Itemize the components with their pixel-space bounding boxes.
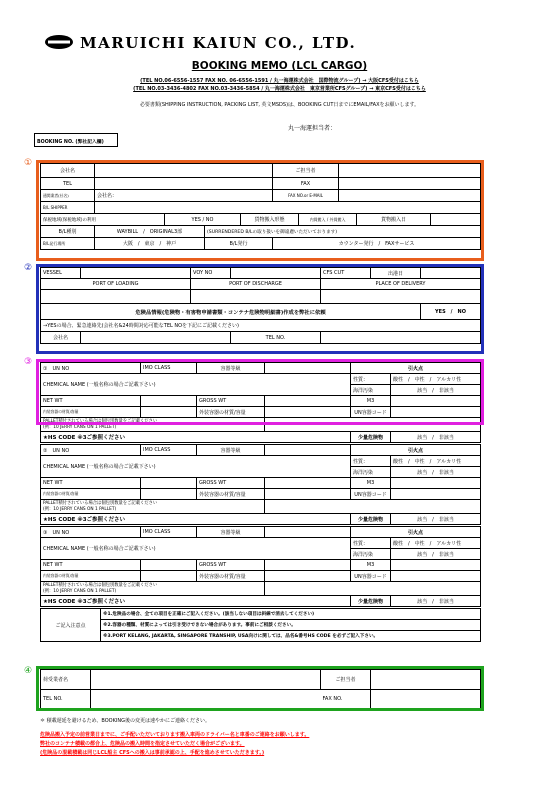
cargo-flash-label: 引火点 [351,445,481,456]
cargo-net-label: NET WT [41,478,141,489]
footer-red-2: 弊社のコンテナ積載の都合上、危険品の搬入時間を指定させていただく場合がございます。 [40,741,245,747]
section-number-3: ③ [24,357,33,367]
notes-label: ご記入注意点 [41,609,101,642]
cargo-marine-label: 海洋汚染 [351,467,391,478]
surrender-note: (SURRENDERED B/Lの取り扱いを御遠慮いただいております) [205,226,481,238]
cargo-packing-group-label: 容器等級 [197,527,265,538]
cargo-m3-label: M3 [351,478,391,489]
cargo-outer-input[interactable] [265,489,351,500]
bonded-label: 保税地域(保税地域)の利用 [41,214,165,226]
cargo-outer-label: 外装容器の材質/容量 [197,489,265,500]
cargo-inner-input[interactable] [141,489,197,500]
cargo-uncode-input[interactable] [391,489,481,500]
bl-shipper-label: B/L SHIPPER [41,202,95,214]
cargo-pallet-note: PALLET積付されている場合は個包別数量をご記載ください (例：10 JERRY CANS ON 1 PALLET) [41,500,265,514]
section-number-4: ④ [24,666,33,676]
cargo-packing-input[interactable] [265,445,351,456]
cargo-packing-input[interactable] [265,527,351,538]
cargo-packing-group-label: 容器等級 [197,363,265,374]
cargo-marine[interactable]: 該当 / 非該当 [391,549,481,560]
consignee-person-label: ご担当者 [321,670,371,690]
company-name: MARUICHI KAIUN CO., LTD. [80,34,357,52]
consignee-fax-label: FAX NO. [321,690,371,709]
cargo-prop-label: 性質： [351,374,391,385]
cargo-outer-label: 外装容器の材質/容量 [197,571,265,582]
cargo-small-value[interactable]: 該当 / 非該当 [391,514,481,525]
cargo-un-label: ② UN NO [41,445,141,456]
cargo-imo-label: IMO CLASS [141,445,197,456]
cargo-packing-group-label: 容器等級 [197,445,265,456]
footer-red-3: (危険品の混載積載は同じLCL船主 CFSへの搬入は事前承認の上、手配を進めさせていただきます。) [40,750,265,756]
section-number-1: ① [24,158,33,168]
cargo-small-value[interactable]: 該当 / 非該当 [391,596,481,607]
cargo-marine[interactable]: 該当 / 非該当 [391,467,481,478]
cargo-inner-label: 内装容器の材質/容量 [41,407,141,418]
cargo-gross-input[interactable] [265,478,351,489]
bonded-yes-no[interactable]: YES / NO [165,214,241,226]
pol-label: PORT OF LOADING [41,279,191,290]
section-number-2: ② [24,263,33,273]
contact-osaka: (TEL NO.06-6556-1557 FAX NO. 06-6556-1591 / 丸一海運株式会社 国際物流グループ) → 大阪CFS受付はこちら [140,78,419,84]
tel-label: TEL [41,178,95,190]
company-label: 会社名 [41,164,95,178]
booking-no-field[interactable]: BOOKING NO. (弊社記入欄) [34,133,118,147]
cargo-net-input[interactable] [141,560,197,571]
cargo-uncode-label: UN容器コード [351,571,391,582]
cargo-chemical-label[interactable]: CHEMICAL NAME (一般名称の場合ご記載下さい) [41,538,351,560]
cargo-hs-label: ★HS CODE ※3ご参照ください [41,596,351,607]
cargo-gross-label: GROSS WT [197,560,265,571]
cargo-m3-input[interactable] [391,478,481,489]
cargo-gross-input[interactable] [265,560,351,571]
consignee-label: 荷受業者名 [41,670,91,690]
cargo-in-place-label: 貨物搬入形態 [241,214,299,226]
cargo-inner-label: 内装容器の材質/容量 [41,571,141,582]
section-2-frame [36,264,484,354]
cargo-m3-label: M3 [351,396,391,407]
staff-label: 丸一海運担当者： [288,125,337,132]
note-line-2: ※2.容器の種類、材質によっては引き受けできない場合があります。事前にご相談ください。 [101,620,481,631]
in-domestic-option[interactable]: 内貨搬入 / 外貨搬入 [299,214,357,226]
cargo-net-label: NET WT [41,396,141,407]
page-title: BOOKING MEMO (LCL CARGO) [191,60,368,72]
section-4-frame [36,666,484,711]
section-1-frame [36,160,484,261]
cargo-un-label: ③ UN NO [41,527,141,538]
cargo-outer-input[interactable] [265,571,351,582]
cargo-flash-label: 引火点 [351,527,481,538]
cargo-outer-label: 外装容器の材質/容量 [197,407,265,418]
cargo-small-label: 少量危険物 [351,596,391,607]
cargo-net-input[interactable] [141,478,197,489]
emergency-tel-label: TEL NO. [231,332,321,344]
cargo-prop-label: 性質： [351,538,391,549]
cargo-marine[interactable]: 該当 / 非該当 [391,385,481,396]
cargo-prop-label: 性質： [351,456,391,467]
notes-table [40,608,481,642]
cargo-un-label: ① UN NO [41,363,141,374]
cargo-imo-label: IMO CLASS [141,363,197,374]
departure-label: 出港日 [371,268,421,279]
pod-label: PORT OF DISCHARGE [191,279,321,290]
note-line-3: ※3.PORT KELANG, JAKARTA, SINGAPORE TRANSHIP, USA向けに関しては、品名&番号HS CODE を必ずご記入下さい。 [101,631,481,642]
cargo-props[interactable]: 酸性 / 中性 / アルカリ性 [391,538,481,549]
cargo-inner-label: 内装容器の材質/容量 [41,489,141,500]
dangerous-request-label: 危険品情報(危険物・有害物申請書類・コンテナ危険物明細書)作成を弊社に依頼 [41,304,421,320]
note-line-1: ※1.危険品の場合、全ての項目を正確にご記入ください。(該当しない項目は斜線で消去してください) [101,609,481,620]
cargo-imo-label: IMO CLASS [141,527,197,538]
delivery-label: PLACE OF DELIVERY [321,279,481,290]
emergency-note: →YESの場合、緊急連絡先(会社名&24時間対応可能なTEL NOを下記にご記載ください) [41,320,481,332]
cargo-m3-input[interactable] [391,560,481,571]
cargo-props[interactable]: 酸性 / 中性 / アルカリ性 [391,456,481,467]
voy-label: VOY NO [191,268,231,279]
cargo-uncode-label: UN容器コード [351,489,391,500]
bl-place-options[interactable]: 大阪 / 東京 / 神戸 [95,238,205,250]
cfs-cut-label: CFS CUT [321,268,371,279]
cargo-pallet-input[interactable] [265,582,481,596]
cargo-table-3 [40,526,481,607]
fax-label: FAX [273,178,339,190]
cargo-gross-label: GROSS WT [197,396,265,407]
cargo-props[interactable]: 酸性 / 中性 / アルカリ性 [391,374,481,385]
cargo-uncode-input[interactable] [391,571,481,582]
company-name-label: 会社名： [97,193,118,199]
cargo-table-2 [40,444,481,525]
required-documents: 必要書類(SHIPPING INSTRUCTION, PACKING LIST, 英文MSDS)は、BOOKING CUT日までにEMAIL/FAXをお願いします。 [139,102,420,108]
dangerous-yes-no[interactable]: YES / NO [421,304,481,320]
bl-issue-label: B/L発行 [205,238,273,250]
cargo-uncode-label: UN容器コード [351,407,391,418]
cargo-pallet-note: PALLET積付されている場合は個包別数量をご記載ください (例：10 JERRY CANS ON 1 PALLET) [41,418,265,432]
cargo-pallet-input[interactable] [265,500,481,514]
section-3-frame [36,359,484,425]
person-label: ご担当者 [273,164,339,178]
cargo-pallet-note: PALLET積付されている場合は個包別数量をご記載ください (例：10 JERRY CANS ON 1 PALLET) [41,582,265,596]
company-logo-icon [44,34,74,50]
footer-note: ＊ 積載遅延を避けるため、BOOKING後の変更は速やかにご連絡ください。 [40,718,210,724]
consignee-tel-label: TEL NO. [41,690,91,709]
vessel-label: VESSEL [41,268,81,279]
cargo-small-label: 少量危険物 [351,432,391,443]
cargo-hs-label: ★HS CODE ※3ご参照ください [41,432,351,443]
cargo-net-label: NET WT [41,560,141,571]
cargo-flash-label: 引火点 [351,363,481,374]
fax-email-label: FAX NO.or E-MAIL [273,190,339,202]
bl-type-label: B/L種別 [41,226,95,238]
bl-place-label: B/L発行場所 [41,238,95,250]
cargo-small-label: 少量危険物 [351,514,391,525]
bl-issue-options[interactable]: カウンター発行 / FAXサービス [273,238,481,250]
cargo-hs-label: ★HS CODE ※3ご参照ください [41,514,351,525]
contact-tokyo: (TEL NO.03-3436-4802 FAX NO.03-3436-5854 / 丸一海運株式会社 東京営業所CFSグループ) → 東京CFS受付はこちら [133,86,426,92]
cargo-gross-label: GROSS WT [197,478,265,489]
cargo-inner-input[interactable] [141,571,197,582]
cargo-in-date-label: 貨物搬入日 [357,214,431,226]
cargo-m3-label: M3 [351,560,391,571]
cargo-marine-label: 海洋汚染 [351,549,391,560]
footer-red-1: 危険品搬入予定の前営業日までに、ご手配いただいております搬入車両のドライバー名と車番のご連絡をお願いします。 [40,732,310,738]
cargo-small-value[interactable]: 該当 / 非該当 [391,432,481,443]
bl-type-options[interactable]: WAYBILL / ORIGINAL3部 [95,226,205,238]
emergency-company-label: 会社名 [41,332,81,344]
cargo-chemical-label[interactable]: CHEMICAL NAME (一般名称の場合ご記載下さい) [41,456,351,478]
cargo-marine-label: 海洋汚染 [351,385,391,396]
cargo-chemical-label[interactable]: CHEMICAL NAME (一般名称の場合ご記載下さい) [41,374,351,396]
customs-broker-label: 通関業者(社名) [41,190,95,202]
